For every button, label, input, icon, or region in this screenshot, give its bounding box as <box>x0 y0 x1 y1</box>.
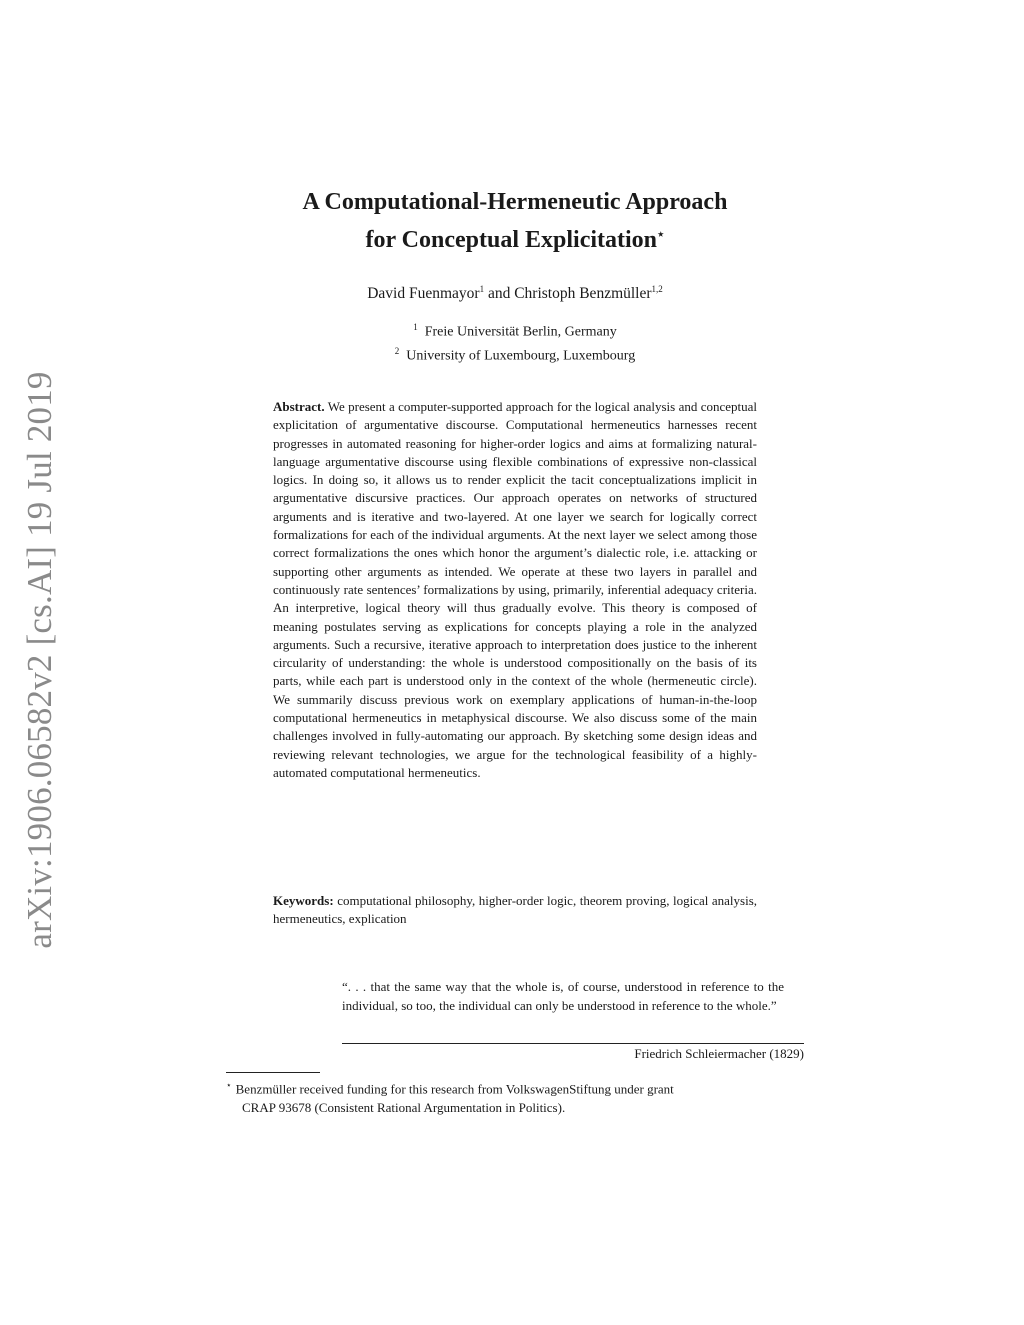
affiliation-2 <box>250 342 780 366</box>
keywords-label: Keywords: <box>273 893 334 908</box>
author-2: Christoph Benzmüller <box>514 285 652 303</box>
footnote-mark: ⋆ <box>226 1080 232 1090</box>
title-line-1: A Computational-Hermeneutic Approach <box>302 189 728 215</box>
affiliations <box>250 318 780 365</box>
footnote-line-1 <box>226 1076 804 1099</box>
title-line-2 <box>250 218 780 256</box>
affiliation-1-num: 1 <box>413 322 418 332</box>
abstract-label: Abstract. <box>273 399 325 414</box>
author-1-affil: 1 <box>479 284 485 294</box>
epigraph-quote: “. . . that the same way that the whole is, of course, understood in reference to the individual, so too, the individual can only be understood in reference to the whole.” <box>342 979 784 1013</box>
affiliation-1 <box>250 318 780 342</box>
author-2-affil: 1,2 <box>651 284 663 294</box>
footnote-line-2: CRAP 93678 (Consistent Rational Argumentation in Politics). <box>242 1099 566 1115</box>
abstract <box>273 398 757 782</box>
epigraph-rule <box>342 1043 804 1044</box>
author-1: David Fuenmayor <box>367 285 480 303</box>
title-line-2-text: for Conceptual Explicitation <box>365 227 658 253</box>
affiliation-1-name: Freie Universität Berlin, Germany <box>424 324 617 340</box>
affiliation-2-num: 2 <box>394 345 400 356</box>
footnote-line-1-text: Benzmüller received funding for this research from VolkswagenStiftung under grant <box>235 1081 674 1097</box>
title-footnote-mark: ⋆ <box>657 227 665 241</box>
abstract-text: We present a computer-supported approach for the logical analysis and conceptual explicitation of argumentative discourse. Computational hermeneutics harnesses recent progresses in automated reasoning for higher-order logics and aims at formalizing natural-language argumentative discourse using flexible combinations of expressive non-classical logics. In doing so, it allows us to render explicit the tacit conceptualizations implicit in argumentative discursive practices. Our approach operates on networks of structured arguments and is iterative and two-layered. At one layer we search for logically correct formalizations for each of the individual arguments. At the next layer we select among those correct formalizations the ones which honor the argument’s dialectic role, i.e. attacking or supporting other arguments as intended. We operate at these two layers in parallel and continuously rate sentences’ formalizations by using, primarily, inferential adequacy criteria. An interpretive, logical theory will thus gradually evolve. This theory is composed of meaning postulates serving as explications for concepts playing a role in the analyzed arguments. Such a recursive, iterative approach to interpretation does justice to the inherent circularity of understanding: the whole is understood compositionally on the basis of its parts, while each part is understood only in the context of the whole (hermeneutic circle). We summarily discuss previous work on exemplary applications of human-in-the-loop computational hermeneutics in metaphysical discourse. We also discuss some of the main challenges involved in fully-automating our approach. By sketching some design ideas and reviewing relevant technologies, we argue for the technological feasibility of a highly-automated computational hermeneutics. <box>273 399 757 780</box>
epigraph-attribution: Friedrich Schleiermacher (1829) <box>634 1046 804 1061</box>
author-list <box>250 284 780 303</box>
author-conjunction: and <box>484 285 515 303</box>
keywords-text: computational philosophy, higher-order logic, theorem proving, logical analysis, hermeneutics, explication <box>273 893 758 927</box>
arxiv-identifier-stamp: arXiv:1906.06582v2 [cs.AI] 19 Jul 2019 <box>20 371 59 949</box>
keywords <box>273 892 757 929</box>
paper-title <box>250 186 780 256</box>
footnote <box>226 1076 804 1117</box>
footnote-rule <box>226 1072 320 1073</box>
affiliation-2-name: University of Luxembourg, Luxembourg <box>406 348 636 364</box>
